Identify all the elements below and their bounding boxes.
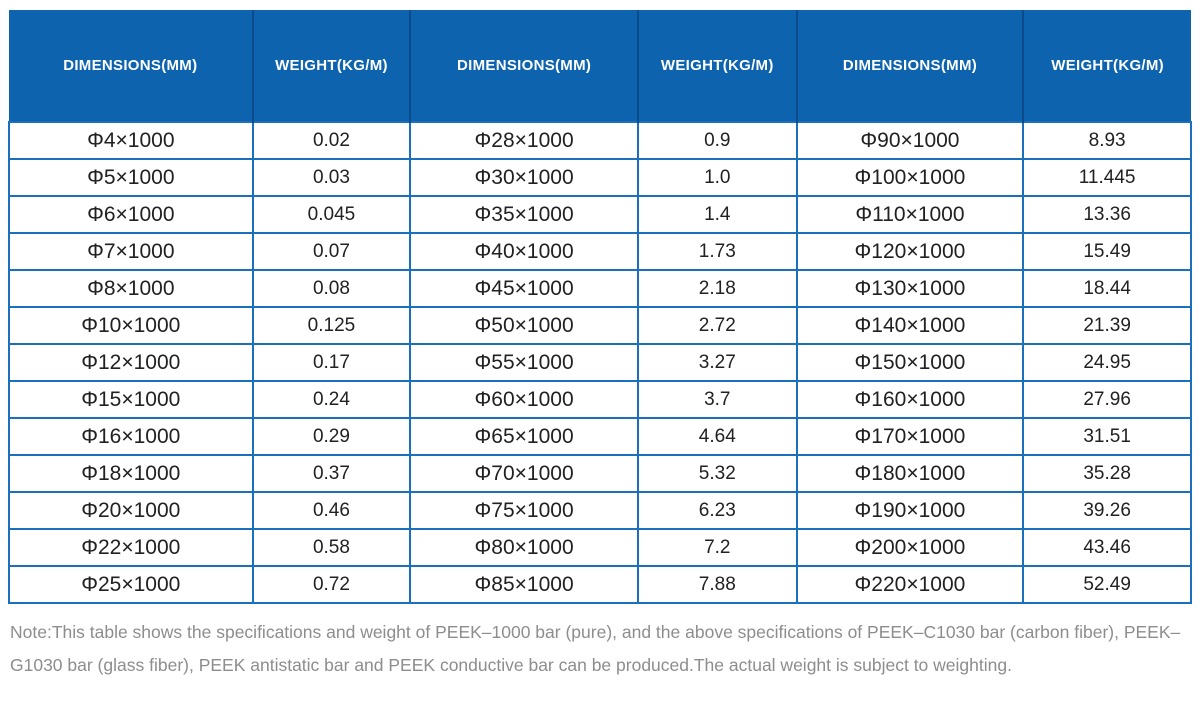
dimension-cell: Φ170×1000: [797, 418, 1024, 455]
weight-cell: 4.64: [638, 418, 797, 455]
dimension-cell: Φ130×1000: [797, 270, 1024, 307]
dimension-cell: Φ5×1000: [9, 159, 253, 196]
dimension-cell: Φ4×1000: [9, 122, 253, 159]
table-row: [9, 159, 1191, 196]
dimension-cell: Φ75×1000: [410, 492, 638, 529]
table-row: [9, 418, 1191, 455]
dimension-cell: Φ25×1000: [9, 566, 253, 603]
dimension-cell: Φ80×1000: [410, 529, 638, 566]
dimension-cell: Φ6×1000: [9, 196, 253, 233]
dimension-cell: Φ40×1000: [410, 233, 638, 270]
column-header: DIMENSIONS(MM): [9, 10, 253, 122]
table-row: [9, 529, 1191, 566]
dimension-cell: Φ18×1000: [9, 455, 253, 492]
dimension-cell: Φ190×1000: [797, 492, 1024, 529]
table-row: [9, 196, 1191, 233]
dimension-cell: Φ50×1000: [410, 307, 638, 344]
table-row: [9, 492, 1191, 529]
weight-cell: 0.07: [253, 233, 411, 270]
weight-cell: 0.24: [253, 381, 411, 418]
weight-cell: 52.49: [1023, 566, 1191, 603]
table-row: [9, 455, 1191, 492]
table-row: [9, 381, 1191, 418]
dimension-cell: Φ150×1000: [797, 344, 1024, 381]
table-row: [9, 122, 1191, 159]
table-row: [9, 344, 1191, 381]
column-header: WEIGHT(KG/M): [253, 10, 411, 122]
dimension-cell: Φ15×1000: [9, 381, 253, 418]
dimension-cell: Φ85×1000: [410, 566, 638, 603]
weight-cell: 0.9: [638, 122, 797, 159]
dimension-cell: Φ180×1000: [797, 455, 1024, 492]
weight-cell: 0.045: [253, 196, 411, 233]
table-row: [9, 307, 1191, 344]
weight-cell: 2.18: [638, 270, 797, 307]
dimension-cell: Φ20×1000: [9, 492, 253, 529]
weight-cell: 31.51: [1023, 418, 1191, 455]
weight-cell: 3.27: [638, 344, 797, 381]
weight-cell: 35.28: [1023, 455, 1191, 492]
weight-cell: 0.29: [253, 418, 411, 455]
table-note: Note:This table shows the specifications and weight of PEEK–1000 bar (pure), and the above specifications of PEEK–C1030 bar (carbon fiber), PEEK–G1030 bar (glass fiber), PEEK antistatic bar and PEEK conductive bar can be produced.The actual weight is subject to weighting.: [10, 622, 1181, 675]
column-header: WEIGHT(KG/M): [1023, 10, 1191, 122]
weight-cell: 0.58: [253, 529, 411, 566]
weight-cell: 11.445: [1023, 159, 1191, 196]
dimension-cell: Φ100×1000: [797, 159, 1024, 196]
dimension-cell: Φ140×1000: [797, 307, 1024, 344]
weight-cell: 3.7: [638, 381, 797, 418]
dimension-cell: Φ65×1000: [410, 418, 638, 455]
dimension-cell: Φ200×1000: [797, 529, 1024, 566]
table-row: [9, 270, 1191, 307]
weight-cell: 8.93: [1023, 122, 1191, 159]
column-header: DIMENSIONS(MM): [410, 10, 638, 122]
dimension-cell: Φ70×1000: [410, 455, 638, 492]
dimension-cell: Φ60×1000: [410, 381, 638, 418]
weight-cell: 0.08: [253, 270, 411, 307]
dimension-cell: Φ220×1000: [797, 566, 1024, 603]
dimension-cell: Φ90×1000: [797, 122, 1024, 159]
dimension-cell: Φ8×1000: [9, 270, 253, 307]
weight-cell: 0.125: [253, 307, 411, 344]
dimension-cell: Φ7×1000: [9, 233, 253, 270]
weight-cell: 15.49: [1023, 233, 1191, 270]
dimension-cell: Φ120×1000: [797, 233, 1024, 270]
weight-cell: 2.72: [638, 307, 797, 344]
weight-cell: 0.17: [253, 344, 411, 381]
weight-cell: 0.03: [253, 159, 411, 196]
peek-bar-spec-table: [8, 10, 1192, 604]
weight-cell: 43.46: [1023, 529, 1191, 566]
weight-cell: 21.39: [1023, 307, 1191, 344]
weight-cell: 5.32: [638, 455, 797, 492]
dimension-cell: Φ28×1000: [410, 122, 638, 159]
weight-cell: 0.72: [253, 566, 411, 603]
dimension-cell: Φ110×1000: [797, 196, 1024, 233]
weight-cell: 1.4: [638, 196, 797, 233]
dimension-cell: Φ55×1000: [410, 344, 638, 381]
weight-cell: 1.0: [638, 159, 797, 196]
weight-cell: 7.88: [638, 566, 797, 603]
weight-cell: 7.2: [638, 529, 797, 566]
weight-cell: 18.44: [1023, 270, 1191, 307]
dimension-cell: Φ30×1000: [410, 159, 638, 196]
dimension-cell: Φ12×1000: [9, 344, 253, 381]
dimension-cell: Φ45×1000: [410, 270, 638, 307]
dimension-cell: Φ160×1000: [797, 381, 1024, 418]
weight-cell: 0.46: [253, 492, 411, 529]
table-row: [9, 566, 1191, 603]
table-header-row: [9, 10, 1191, 122]
weight-cell: 24.95: [1023, 344, 1191, 381]
table-row: [9, 233, 1191, 270]
weight-cell: 0.02: [253, 122, 411, 159]
dimension-cell: Φ22×1000: [9, 529, 253, 566]
column-header: DIMENSIONS(MM): [797, 10, 1024, 122]
weight-cell: 0.37: [253, 455, 411, 492]
dimension-cell: Φ16×1000: [9, 418, 253, 455]
weight-cell: 13.36: [1023, 196, 1191, 233]
weight-cell: 1.73: [638, 233, 797, 270]
weight-cell: 27.96: [1023, 381, 1191, 418]
weight-cell: 6.23: [638, 492, 797, 529]
weight-cell: 39.26: [1023, 492, 1191, 529]
dimension-cell: Φ35×1000: [410, 196, 638, 233]
column-header: WEIGHT(KG/M): [638, 10, 797, 122]
dimension-cell: Φ10×1000: [9, 307, 253, 344]
